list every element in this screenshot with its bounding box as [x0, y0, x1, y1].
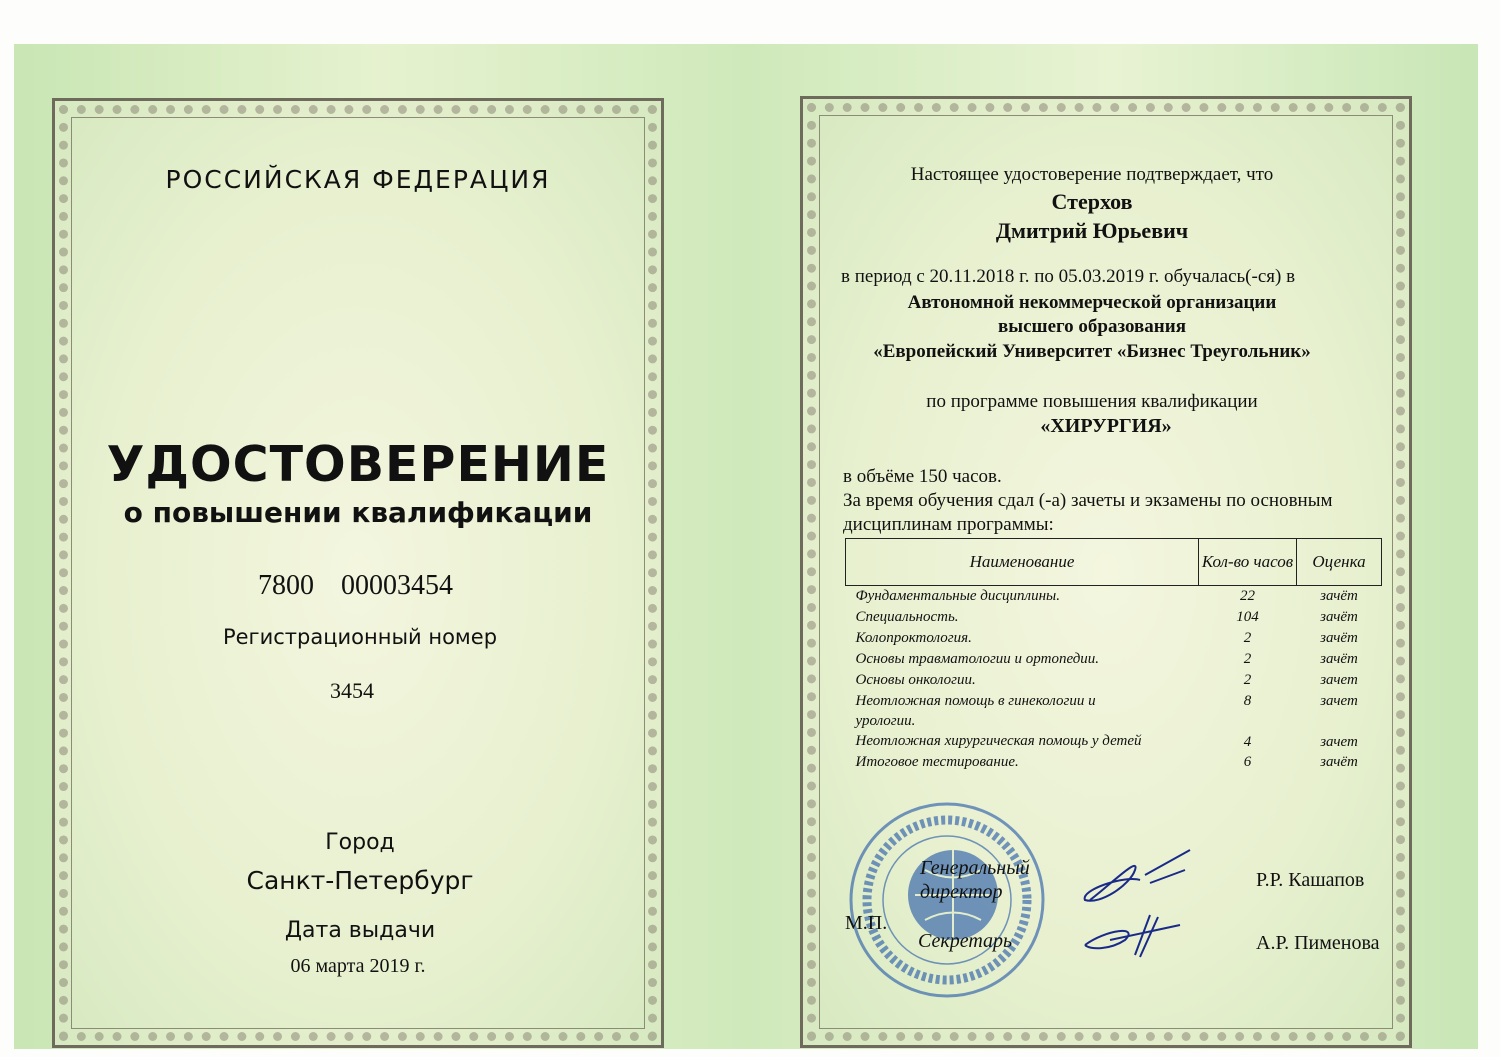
series: 7800	[258, 570, 314, 601]
director-label: Генеральный директор	[920, 857, 1030, 903]
hours: 2	[1243, 630, 1252, 646]
city-label: Город	[325, 830, 395, 855]
director-name: Р.Р. Кашапов	[1256, 869, 1365, 891]
issue-date: 06 марта 2019 г.	[290, 955, 426, 977]
exams-text-2: дисциплинам программы:	[843, 514, 1054, 535]
hours: 4	[1243, 734, 1252, 750]
org-line-3: «Европейский Университет «Бизнес Треугольник»	[873, 341, 1311, 362]
program-label: по программе повышения квалификации	[926, 391, 1258, 412]
grade: зачёт	[1320, 609, 1358, 625]
doc-title: УДОСТОВЕРЕНИЕ	[106, 436, 610, 493]
grade: зачёт	[1320, 651, 1358, 667]
secretary-name: А.Р. Пименова	[1256, 932, 1380, 954]
table-row	[846, 752, 1382, 773]
table-row	[846, 586, 1382, 608]
doc-number: 00003454	[341, 570, 453, 601]
table-row	[846, 731, 1382, 752]
hours: 2	[1243, 651, 1252, 667]
grade: зачет	[1320, 734, 1358, 750]
surname: Стерхов	[1051, 189, 1133, 214]
grade: зачет	[1320, 693, 1358, 709]
discipline: Неотложная помощь в гинекологии и урологии.	[855, 693, 1096, 729]
exams-text-1: За время обучения сдал (-а) зачеты и экзамены по основным	[843, 490, 1333, 511]
intro-text: Настоящее удостоверение подтверждает, что	[910, 164, 1274, 185]
hours: 8	[1243, 693, 1252, 709]
country: РОССИЙСКАЯ ФЕДЕРАЦИЯ	[165, 165, 551, 194]
grade: зачёт	[1320, 588, 1358, 604]
table-row	[846, 670, 1382, 691]
secretary-label: Секретарь	[918, 930, 1013, 952]
header-hours: Кол-во часов	[1199, 539, 1297, 586]
table-row	[846, 691, 1382, 731]
secretary-signature	[1085, 915, 1180, 957]
table-row	[846, 628, 1382, 649]
header-name: Наименование	[846, 539, 1199, 586]
given-name: Дмитрий Юрьевич	[995, 218, 1189, 243]
disciplines-table	[845, 538, 1382, 773]
doc-subtitle: о повышении квалификации	[123, 496, 593, 529]
header-grade: Оценка	[1297, 539, 1382, 586]
grade: зачёт	[1320, 630, 1358, 646]
discipline: Колопроктология.	[855, 630, 972, 646]
table-row	[846, 649, 1382, 670]
seal-place-label: М.П.	[845, 912, 888, 934]
discipline: Фундаментальные дисциплины.	[855, 588, 1060, 604]
city: Санкт-Петербург	[246, 866, 474, 895]
table-row	[846, 607, 1382, 628]
org-line-1: Автономной некоммерческой организации	[907, 292, 1277, 313]
hours: 22	[1240, 588, 1255, 604]
discipline: Итоговое тестирование.	[855, 754, 1019, 770]
discipline: Основы онкологии.	[855, 672, 976, 688]
discipline: Неотложная хирургическая помощь у детей	[855, 733, 1142, 749]
hours: 104	[1236, 609, 1259, 625]
grade: зачёт	[1320, 754, 1358, 770]
discipline: Основы травматологии и ортопедии.	[855, 651, 1100, 667]
study-period: в период с 20.11.2018 г. по 05.03.2019 г. обучалась(-ся) в	[841, 266, 1296, 287]
director-signature	[1085, 850, 1190, 901]
grade: зачет	[1320, 672, 1358, 688]
discipline: Специальность.	[855, 609, 959, 625]
reg-label: Регистрационный номер	[222, 625, 498, 649]
hours: 6	[1243, 754, 1252, 770]
org-line-2: высшего образования	[998, 316, 1186, 337]
reg-number: 3454	[330, 678, 374, 703]
program-name: «ХИРУРГИЯ»	[1040, 415, 1172, 437]
volume: в объёме 150 часов.	[843, 466, 1002, 487]
signatures	[1080, 845, 1200, 965]
hours: 2	[1243, 672, 1252, 688]
date-label: Дата выдачи	[284, 918, 436, 943]
